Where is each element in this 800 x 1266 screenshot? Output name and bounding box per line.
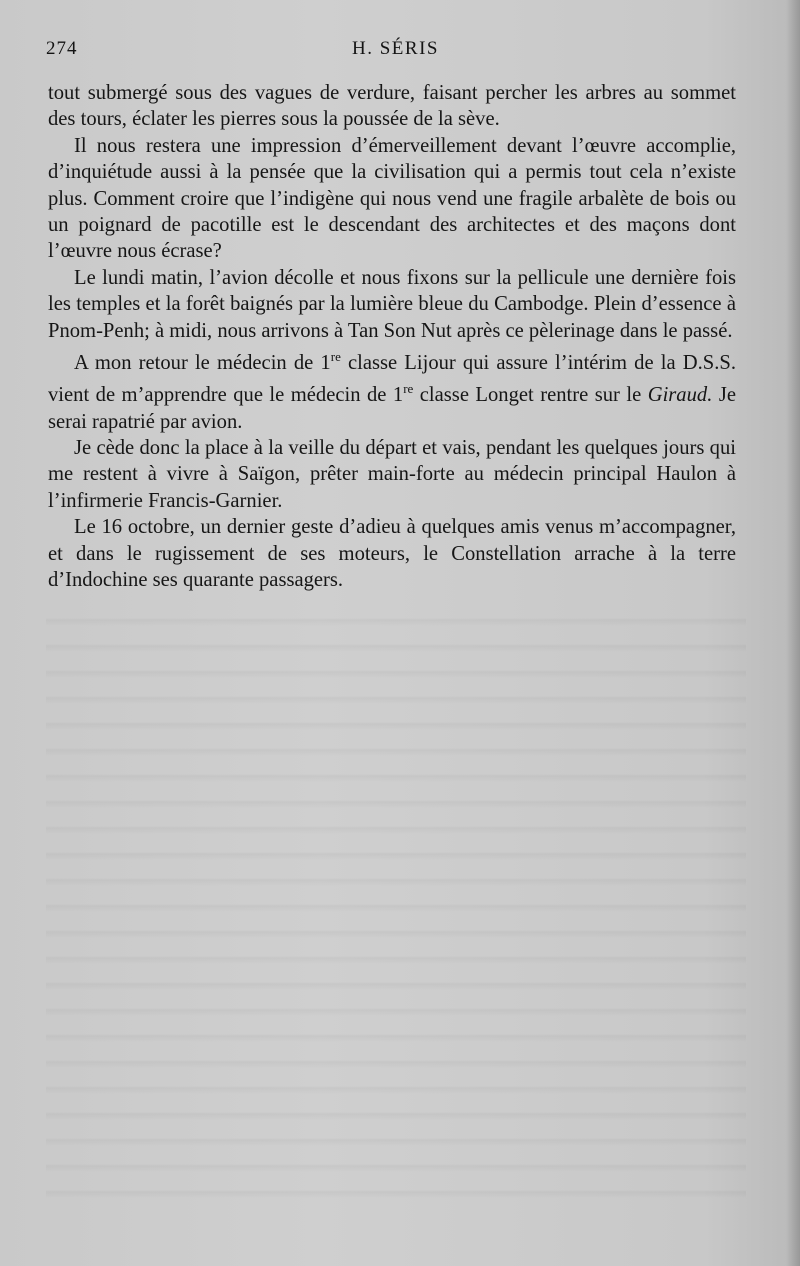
ship-name: Giraud. [647,384,713,407]
superscript: re [330,349,341,365]
paragraph: Il nous restera une impression d’émerveillement devant l’œuvre accomplie, d’inquiétude aussi à la pensée que la civilisation qui a permis tout cela n’existe plus. Comment croire que l’indigène qui nous vend une fragile arbalète de bois ou un poignard de pacotille est le descendant des architectes et des maçons dont l’œuvre nous écrase? [48,134,736,263]
paragraph: Le 16 octobre, un dernier geste d’adieu à quelques amis venus m’accompagner, et dans le rugissement de ses moteurs, le Constellation arrache à la terre d’Indochine ses quarante passagers. [48,516,736,592]
page-header [46,38,736,62]
paragraph-continuation: tout submergé sous des vagues de verdure, faisant percher les arbres au sommet des tours, éclater les pierres sous la poussée de la sève. [48,82,736,131]
body-text [48,80,736,593]
running-head: H. SÉRIS [352,38,439,59]
superscript: re [403,381,414,397]
paragraph-return [48,344,736,435]
show-through-texture [46,600,746,1200]
text-run: A mon retour le médecin de 1 [74,351,331,374]
page-edge-shadow [786,0,800,1266]
text-run: classe Lijour qui assure l’intérim de la D.S.S. vient de m’apprendre que le médecin de 1 [48,351,736,407]
text-run: Je serai rapatrié par avion. [48,384,736,433]
page-number: 274 [46,38,78,59]
paragraph: Je cède donc la place à la veille du départ et vais, pendant les quelques jours qui me restent à vivre à Saïgon, prêter main-forte au médecin principal Haulon à l’infirmerie Francis-Garnier. [48,437,736,512]
paragraph: Le lundi matin, l’avion décolle et nous fixons sur la pellicule une dernière fois les temples et la forêt baignés par la lumière bleue du Cambodge. Plein d’essence à Pnom-Penh; à midi, nous arrivons à Tan Son Nut après ce pèlerinage dans le passé. [48,266,736,342]
text-run: classe Longet rentre sur le [413,384,648,407]
